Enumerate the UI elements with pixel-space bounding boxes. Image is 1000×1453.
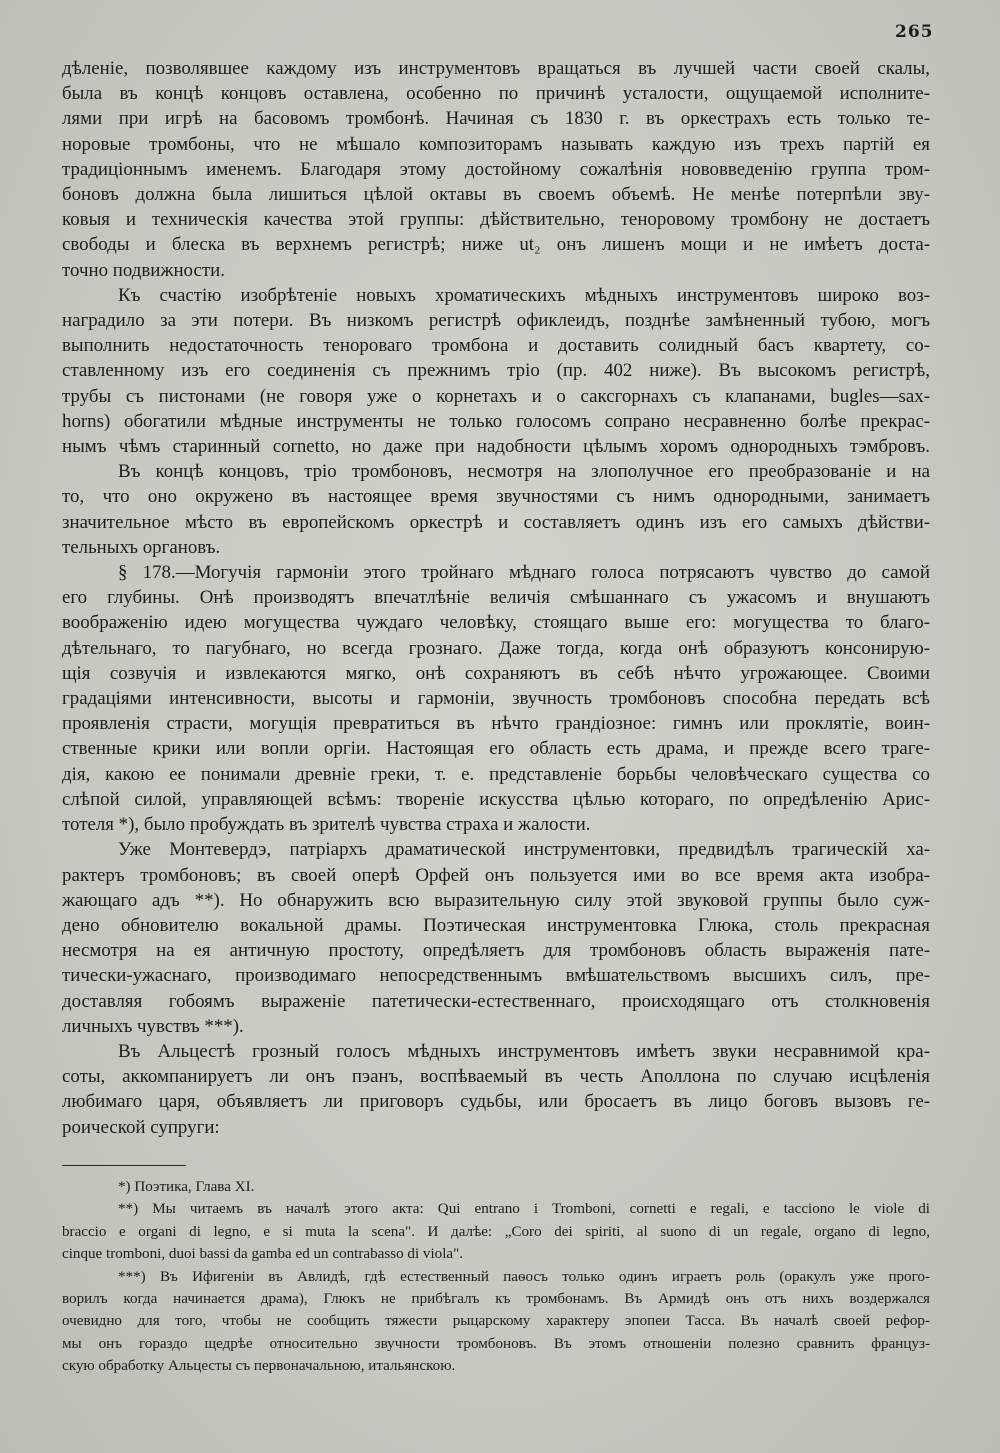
text-line: дія, какою ее понимали древніе греки, т. е. представленіе борьбы человѣческаго существа со bbox=[62, 763, 930, 785]
footnote-line: **) Мы читаемъ въ началѣ этого акта: Qui entrano i Tromboni, cornetti e regali, e tacciono le viole di bbox=[118, 1201, 930, 1218]
text-line: роической супруги: bbox=[62, 1116, 220, 1138]
text-line: доставляя гобоямъ выраженіе патетически-естественнаго, происходящаго отъ столкновенія bbox=[62, 990, 930, 1012]
footnote-line: ***) Въ Ифигеніи въ Авлидѣ, гдѣ естественный паѳосъ только одинъ играетъ роль (оракулъ уже прого- bbox=[118, 1268, 930, 1285]
page-number: 265 bbox=[895, 22, 934, 42]
text-line: нымъ чѣмъ старинный cornetto, но даже при надобности цѣлымъ хоромъ однородныхъ тэмбровъ. bbox=[62, 436, 930, 458]
text-line: Уже Монтевердэ, патріархъ драматической инструментовки, предвидѣлъ трагическій ха- bbox=[118, 839, 930, 861]
text-line: ковыя и техническія качества этой группы: дѣйствительно, теноровому тромбону не достаетъ bbox=[62, 209, 930, 231]
text-line: щія созвучія и извлекаются мягко, онѣ сохраняютъ въ себѣ нѣчто угрожающее. Своими bbox=[62, 662, 930, 684]
footnote-line: ворилъ когда начинается драма), Глюкъ не прибѣгалъ къ тромбонамъ. Въ Армидѣ онъ отъ нихъ воздержался bbox=[62, 1291, 930, 1308]
footnotes bbox=[62, 1165, 930, 1378]
text-line: наградило за эти потери. Въ низкомъ регистрѣ офиклеидъ, позднѣе замѣненный тубою, могъ bbox=[62, 310, 930, 332]
text-line: дѣтельнаго, то пагубнаго, но всегда грознаго. Даже тогда, когда онѣ образуютъ консонирую- bbox=[62, 637, 930, 659]
footnote-line: braccio e organi di legno, e si muta la scena". И далѣе: „Coro dei spiriti, al suono di un regale, organo di legno, bbox=[62, 1223, 930, 1240]
text-line: ставленному изъ его соединенія съ прежнимъ тріо (пр. 402 ниже). Въ высокомъ регистрѣ, bbox=[62, 360, 930, 382]
text-line: ственные крики или вопли оргіи. Настоящая его область есть драма, и прежде всего траге- bbox=[62, 738, 930, 760]
footnote-line: скую обработку Альцесты съ первоначальною, итальянскою. bbox=[62, 1358, 456, 1375]
text-line: боновъ должна была лишиться цѣлой октавы въ своемъ объемѣ. Не менѣе потерпѣли зву- bbox=[62, 184, 930, 206]
text-line: лями при игрѣ на басовомъ тромбонѣ. Начиная съ 1830 г. въ оркестрахъ есть только те- bbox=[62, 108, 930, 130]
text-line: точно подвижности. bbox=[62, 259, 225, 281]
footnote-line: *) Поэтика, Глава XI. bbox=[118, 1179, 255, 1195]
text-line: норовые тромбоны, что не мѣшало композиторамъ называть каждую изъ трехъ партій ея bbox=[62, 133, 930, 155]
text-line: несмотря на ея античную простоту, опредѣляетъ для тромбоновъ область выраженія пате- bbox=[62, 940, 930, 962]
footnote-line: мы онъ гораздо щедрѣе относительно звучности тромбоновъ. Въ этомъ отношеніи полезно сравнить француз- bbox=[62, 1335, 930, 1352]
footnote-line: cinque tromboni, duoi bassi da gamba ed un contrabasso di viola". bbox=[62, 1246, 464, 1263]
footnote-rule bbox=[62, 1165, 186, 1166]
text-line: градаціями интенсивности, высоты и гармоніи, звучность тромбоновъ способна передать всѣ bbox=[62, 688, 930, 710]
text-line: личныхъ чувствъ ***). bbox=[62, 1015, 244, 1037]
text-line: его глубины. Онѣ производятъ впечатлѣніе величія смѣшаннаго съ ужасомъ и внушаютъ bbox=[62, 587, 930, 609]
text-line: § 178.—Могучія гармоніи этого тройнаго мѣднаго голоса потрясаютъ чувство до самой bbox=[118, 562, 930, 584]
text-line: тически-ужаснаго, производимаго непосредственнымъ вмѣшательствомъ высшихъ силъ, пре- bbox=[62, 965, 930, 987]
text-line: Въ концѣ концовъ, тріо тромбоновъ, несмотря на злополучное его преобразованіе и на bbox=[118, 461, 930, 483]
text-line: Къ счастію изобрѣтеніе новыхъ хроматическихъ мѣдныхъ инструментовъ широко воз- bbox=[118, 284, 930, 306]
text-line: horns) обогатили мѣдные инструменты не только голосомъ сопрано несравненно болѣе прекрас- bbox=[62, 410, 930, 432]
text-line: проявленія страсти, могущія превратиться въ нѣчто грандіозное: гимнъ или проклятіе, воин- bbox=[62, 713, 930, 735]
footnote-line: очевидно для того, чтобы не сообщить тяжести рыцарскому характеру эпопеи Тасса. Въ началѣ своей рефор- bbox=[62, 1313, 930, 1330]
text-line: тельныхъ органовъ. bbox=[62, 536, 221, 558]
text-line: Въ Альцестѣ грозный голосъ мѣдныхъ инструментовъ имѣетъ звуки несравнимой кра- bbox=[118, 1040, 930, 1062]
text-line: традиціоннымъ именемъ. Благодаря этому достойному сожалѣнія нововведенію группа тром- bbox=[62, 158, 930, 180]
text-line: слѣпой силой, управляющей всѣмъ: твореніе искусства цѣлью котораго, по опредѣленію Арис- bbox=[62, 788, 930, 810]
text-line: дено обновителю вокальной драмы. Поэтическая инструментовка Глюка, столь прекрасная bbox=[62, 914, 930, 936]
text-line: то, что оно окружено въ настоящее время звучностями съ нимъ однородными, занимаетъ bbox=[62, 486, 930, 508]
main-text bbox=[62, 56, 930, 1140]
text-line: жающаго адъ **). Но обнаружить всю выразительную силу этой звуковой группы было суж- bbox=[62, 889, 930, 911]
text-line: рактеръ тромбоновъ; въ своей оперѣ Орфей онъ пользуется ими во все время акта изобра- bbox=[62, 864, 930, 886]
text-line: была въ концѣ концовъ оставлена, особенно по причинѣ усталости, ощущаемой исполните- bbox=[62, 83, 930, 105]
text-line: выполнить недостаточность тенороваго тромбона и доставить солидный басъ квартету, со- bbox=[62, 335, 930, 357]
text-line: свободы и блеска въ верхнемъ регистрѣ; ниже ut₂ онъ лишенъ мощи и не имѣетъ доста- bbox=[62, 234, 930, 256]
text-line: значительное мѣсто въ европейскомъ оркестрѣ и составляетъ одинъ изъ его самыхъ дѣйстви- bbox=[62, 511, 930, 533]
text-line: соты, аккомпанируетъ ли онъ пэанъ, воспѣваемый въ честь Аполлона по случаю исцѣленія bbox=[62, 1066, 930, 1088]
text-line: любимаго царя, объявляетъ ли приговоръ судьбы, или бросаетъ въ лицо боговъ вызовъ ге- bbox=[62, 1091, 930, 1113]
text-line: тотеля *), было пробуждать въ зрителѣ чувства страха и жалости. bbox=[62, 814, 591, 836]
text-line: воображенію идею могущества чуждаго человѣку, стоящаго выше его: могущества то благо- bbox=[62, 612, 930, 634]
text-line: дѣленіе, позволявшее каждому изъ инструментовъ вращаться въ лучшей части своей скалы, bbox=[62, 58, 930, 79]
text-line: трубы съ пистонами (не говоря уже о корнетахъ и о саксгорнахъ съ клапанами, bugles—sax- bbox=[62, 385, 930, 407]
